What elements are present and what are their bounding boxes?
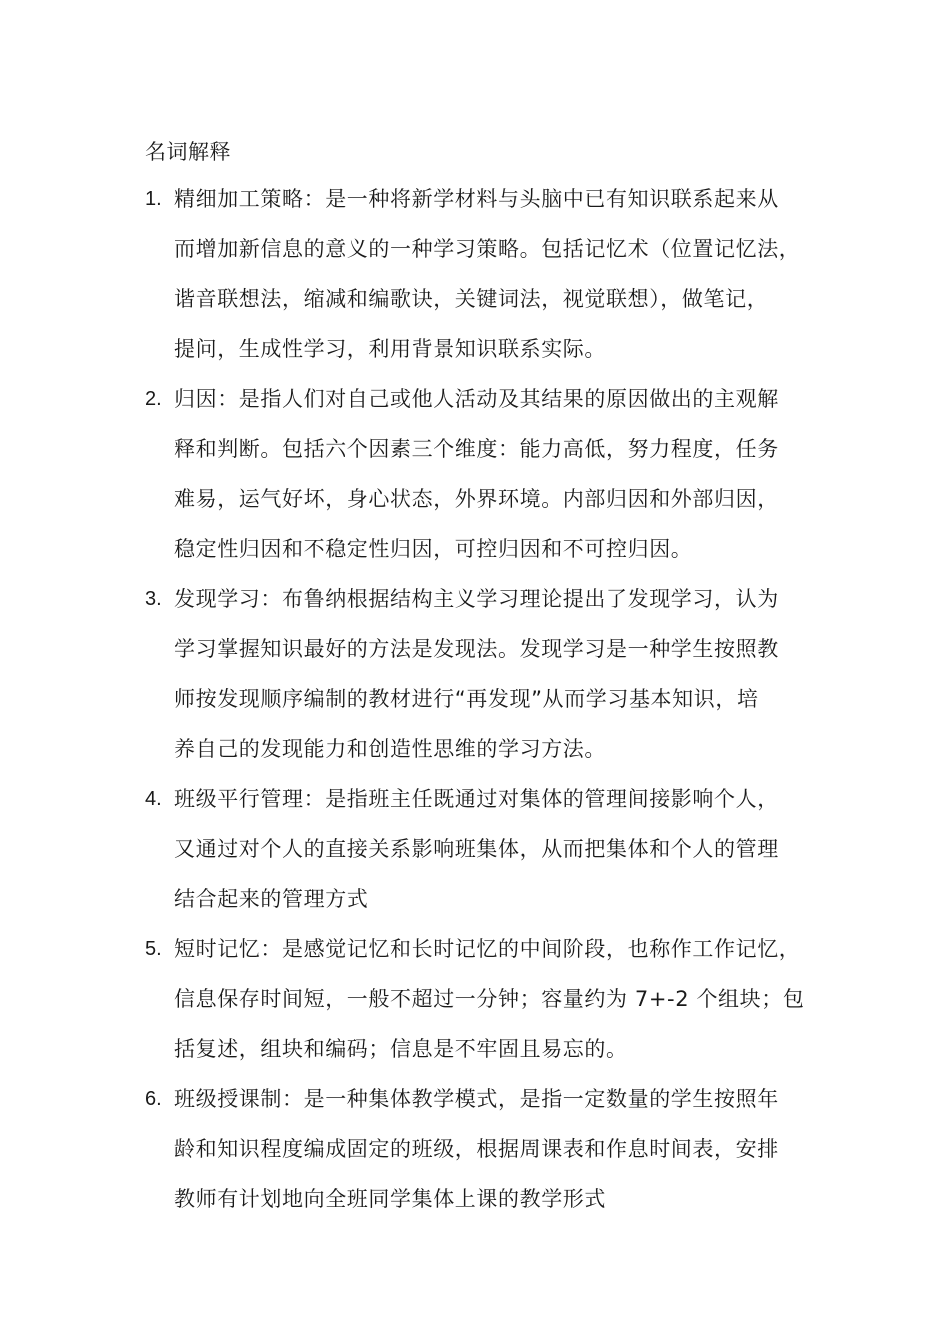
- list-item: [145, 374, 835, 574]
- text-line: 信息保存时间短，一般不超过一分钟；容量约为 7+-2 个组块；包: [174, 987, 805, 1011]
- list-item-text: [174, 774, 835, 924]
- list-item: [145, 174, 835, 374]
- text-line: 短时记忆：是感觉记忆和长时记忆的中间阶段，也称作工作记忆，: [174, 937, 801, 961]
- page-title: 名词解释: [145, 140, 231, 164]
- text-line: 而增加新信息的意义的一种学习策略。包括记忆术（位置记忆法，: [174, 237, 801, 261]
- text-line: 结合起来的管理方式: [174, 887, 369, 911]
- list-item-number: 3.: [145, 588, 162, 610]
- text-line: 班级平行管理：是指班主任既通过对集体的管理间接影响个人，: [174, 787, 779, 811]
- text-line: 教师有计划地向全班同学集体上课的教学形式: [174, 1187, 606, 1211]
- list-item-text: [174, 924, 835, 1074]
- list-item-text: [174, 574, 835, 774]
- list-item-text: [174, 174, 835, 374]
- list-item-number: 5.: [145, 938, 162, 960]
- list-item-number: 6.: [145, 1088, 162, 1110]
- text-line: 又通过对个人的直接关系影响班集体，从而把集体和个人的管理: [174, 837, 779, 861]
- list-item-number: 4.: [145, 788, 162, 810]
- text-line: 龄和知识程度编成固定的班级，根据周课表和作息时间表，安排: [174, 1137, 779, 1161]
- list-item: [145, 1074, 835, 1224]
- text-line: 稳定性归因和不稳定性归因，可控归因和不可控归因。: [174, 537, 693, 561]
- text-line: 学习掌握知识最好的方法是发现法。发现学习是一种学生按照教: [174, 637, 779, 661]
- text-line: 班级授课制：是一种集体教学模式，是指一定数量的学生按照年: [174, 1087, 779, 1111]
- text-line: 难易，运气好坏，身心状态，外界环境。内部归因和外部归因，: [174, 487, 779, 511]
- text-line: 发现学习：布鲁纳根据结构主义学习理论提出了发现学习，认为: [174, 587, 779, 611]
- list-item-number: 2.: [145, 388, 162, 410]
- text-line: 括复述，组块和编码；信息是不牢固且易忘的。: [174, 1037, 628, 1061]
- list-item: [145, 924, 835, 1074]
- text-line: 释和判断。包括六个因素三个维度：能力高低，努力程度，任务: [174, 437, 779, 461]
- text-line: 精细加工策略：是一种将新学材料与头脑中已有知识联系起来从: [174, 187, 779, 211]
- list-item-text: [174, 1074, 835, 1224]
- list-item-number: 1.: [145, 188, 162, 210]
- list-item: [145, 774, 835, 924]
- list-item-text: [174, 374, 835, 574]
- text-line: 养自己的发现能力和创造性思维的学习方法。: [174, 737, 606, 761]
- text-line: 师按发现顺序编制的教材进行“再发现”从而学习基本知识，培: [174, 687, 759, 711]
- text-line: 谐音联想法，缩减和编歌诀，关键词法，视觉联想），做笔记，: [174, 287, 769, 311]
- text-line: 归因：是指人们对自己或他人活动及其结果的原因做出的主观解: [174, 387, 779, 411]
- list-item: [145, 574, 835, 774]
- text-line: 提问，生成性学习，利用背景知识联系实际。: [174, 337, 606, 361]
